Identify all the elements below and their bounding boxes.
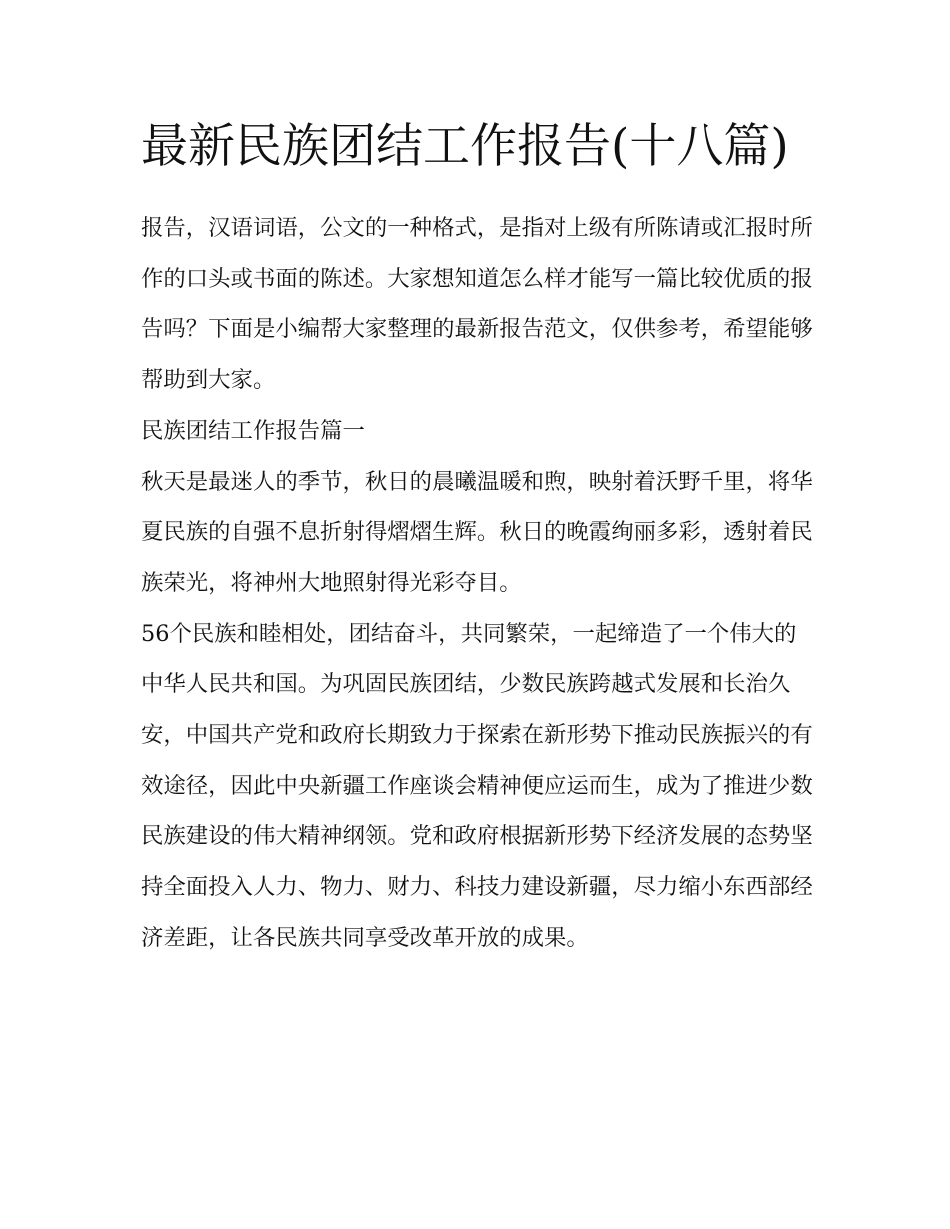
section-heading: 民族团结工作报告篇一 xyxy=(141,417,365,444)
body-paragraph-1: 秋天是最迷人的季节，秋日的晨曦温暖和煦，映射着沃野千里，将华夏民族的自强不息折射得熠熠生辉。秋日的晚霞绚丽多彩，透射着民族荣光，将神州大地照射得光彩夺目。 xyxy=(141,468,813,596)
body-paragraph-2: 56个民族和睦相处，团结奋斗，共同繁荣，一起缔造了一个伟大的中华人民共和国。为巩固民族团结，少数民族跨越式发展和长治久安，中国共产党和政府长期致力于探索在新形势下推动民族振兴的有效途径，因此中央新疆工作座谈会精神便应运而生，成为了推进少数民族建设的伟大精神纲领。党和政府根据新形势下经济发展的态势坚持全面投入人力、物力、财力、科技力建设新疆，尽力缩小东西部经济差距，让各民族共同享受改革开放的成果。 xyxy=(141,620,813,951)
document-body xyxy=(141,112,813,964)
intro-paragraph: 报告，汉语词语，公文的一种格式，是指对上级有所陈请或汇报时所作的口头或书面的陈述。大家想知道怎么样才能写一篇比较优质的报告吗？下面是小编帮大家整理的最新报告范文，仅供参考，希望能够帮助到大家。 xyxy=(141,215,813,394)
document-title: 最新民族团结工作报告(十八篇) xyxy=(141,119,789,174)
